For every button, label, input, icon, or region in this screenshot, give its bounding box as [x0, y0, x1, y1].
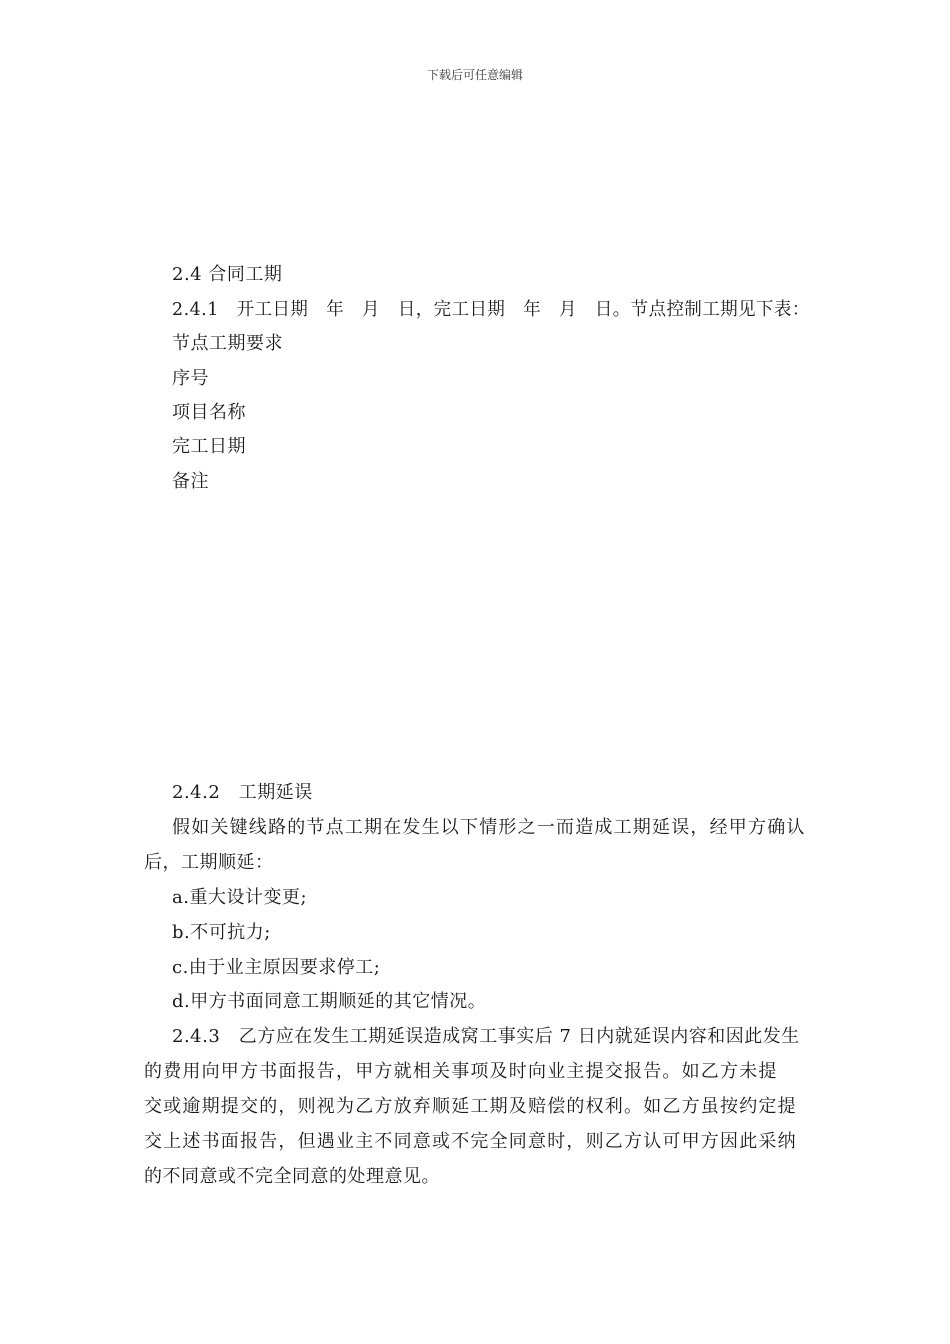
- clause-2-4-3-line-3: 交或逾期提交的，则视为乙方放弃顺延工期及赔偿的权利。如乙方虽按约定提: [144, 1096, 797, 1117]
- clause-2-4-3-line-2: 的费用向甲方书面报告，甲方就相关事项及时向业主提交报告。如乙方未提: [144, 1061, 778, 1082]
- table-col-seq: 序号: [172, 368, 209, 389]
- clause-2-4-3-line-1: 2.4.3 乙方应在发生工期延误造成窝工事实后 7 日内就延误内容和因此发生: [172, 1026, 800, 1047]
- table-col-note: 备注: [172, 471, 209, 492]
- list-item-a: a.重大设计变更;: [172, 887, 308, 908]
- list-item-b: b.不可抗力;: [172, 922, 271, 943]
- paragraph-delay-line-1: 假如关键线路的节点工期在发生以下情形之一而造成工期延误，经甲方确认: [172, 817, 806, 838]
- paragraph-delay-line-2: 后，工期顺延：: [144, 852, 274, 873]
- clause-2-4-3-line-4: 交上述书面报告，但遇业主不同意或不完全同意时，则乙方认可甲方因此采纳: [144, 1131, 797, 1152]
- table-col-date: 完工日期: [172, 436, 246, 457]
- list-item-d: d.甲方书面同意工期顺延的其它情况。: [172, 991, 487, 1012]
- clause-2-4-1: 2.4.1 开工日期 年 月 日，完工日期 年 月 日。节点控制工期见下表：: [172, 299, 810, 320]
- clause-2-4-3-line-5: 的不同意或不完全同意的处理意见。: [144, 1166, 440, 1187]
- list-item-c: c.由于业主原因要求停工;: [172, 957, 381, 978]
- table-col-name: 项目名称: [172, 402, 246, 423]
- section-title-2-4: 2.4 合同工期: [172, 264, 283, 285]
- table-caption: 节点工期要求: [172, 333, 283, 354]
- page-header: 下载后可任意编辑: [426, 68, 523, 82]
- section-title-2-4-2: 2.4.2 工期延误: [172, 782, 313, 803]
